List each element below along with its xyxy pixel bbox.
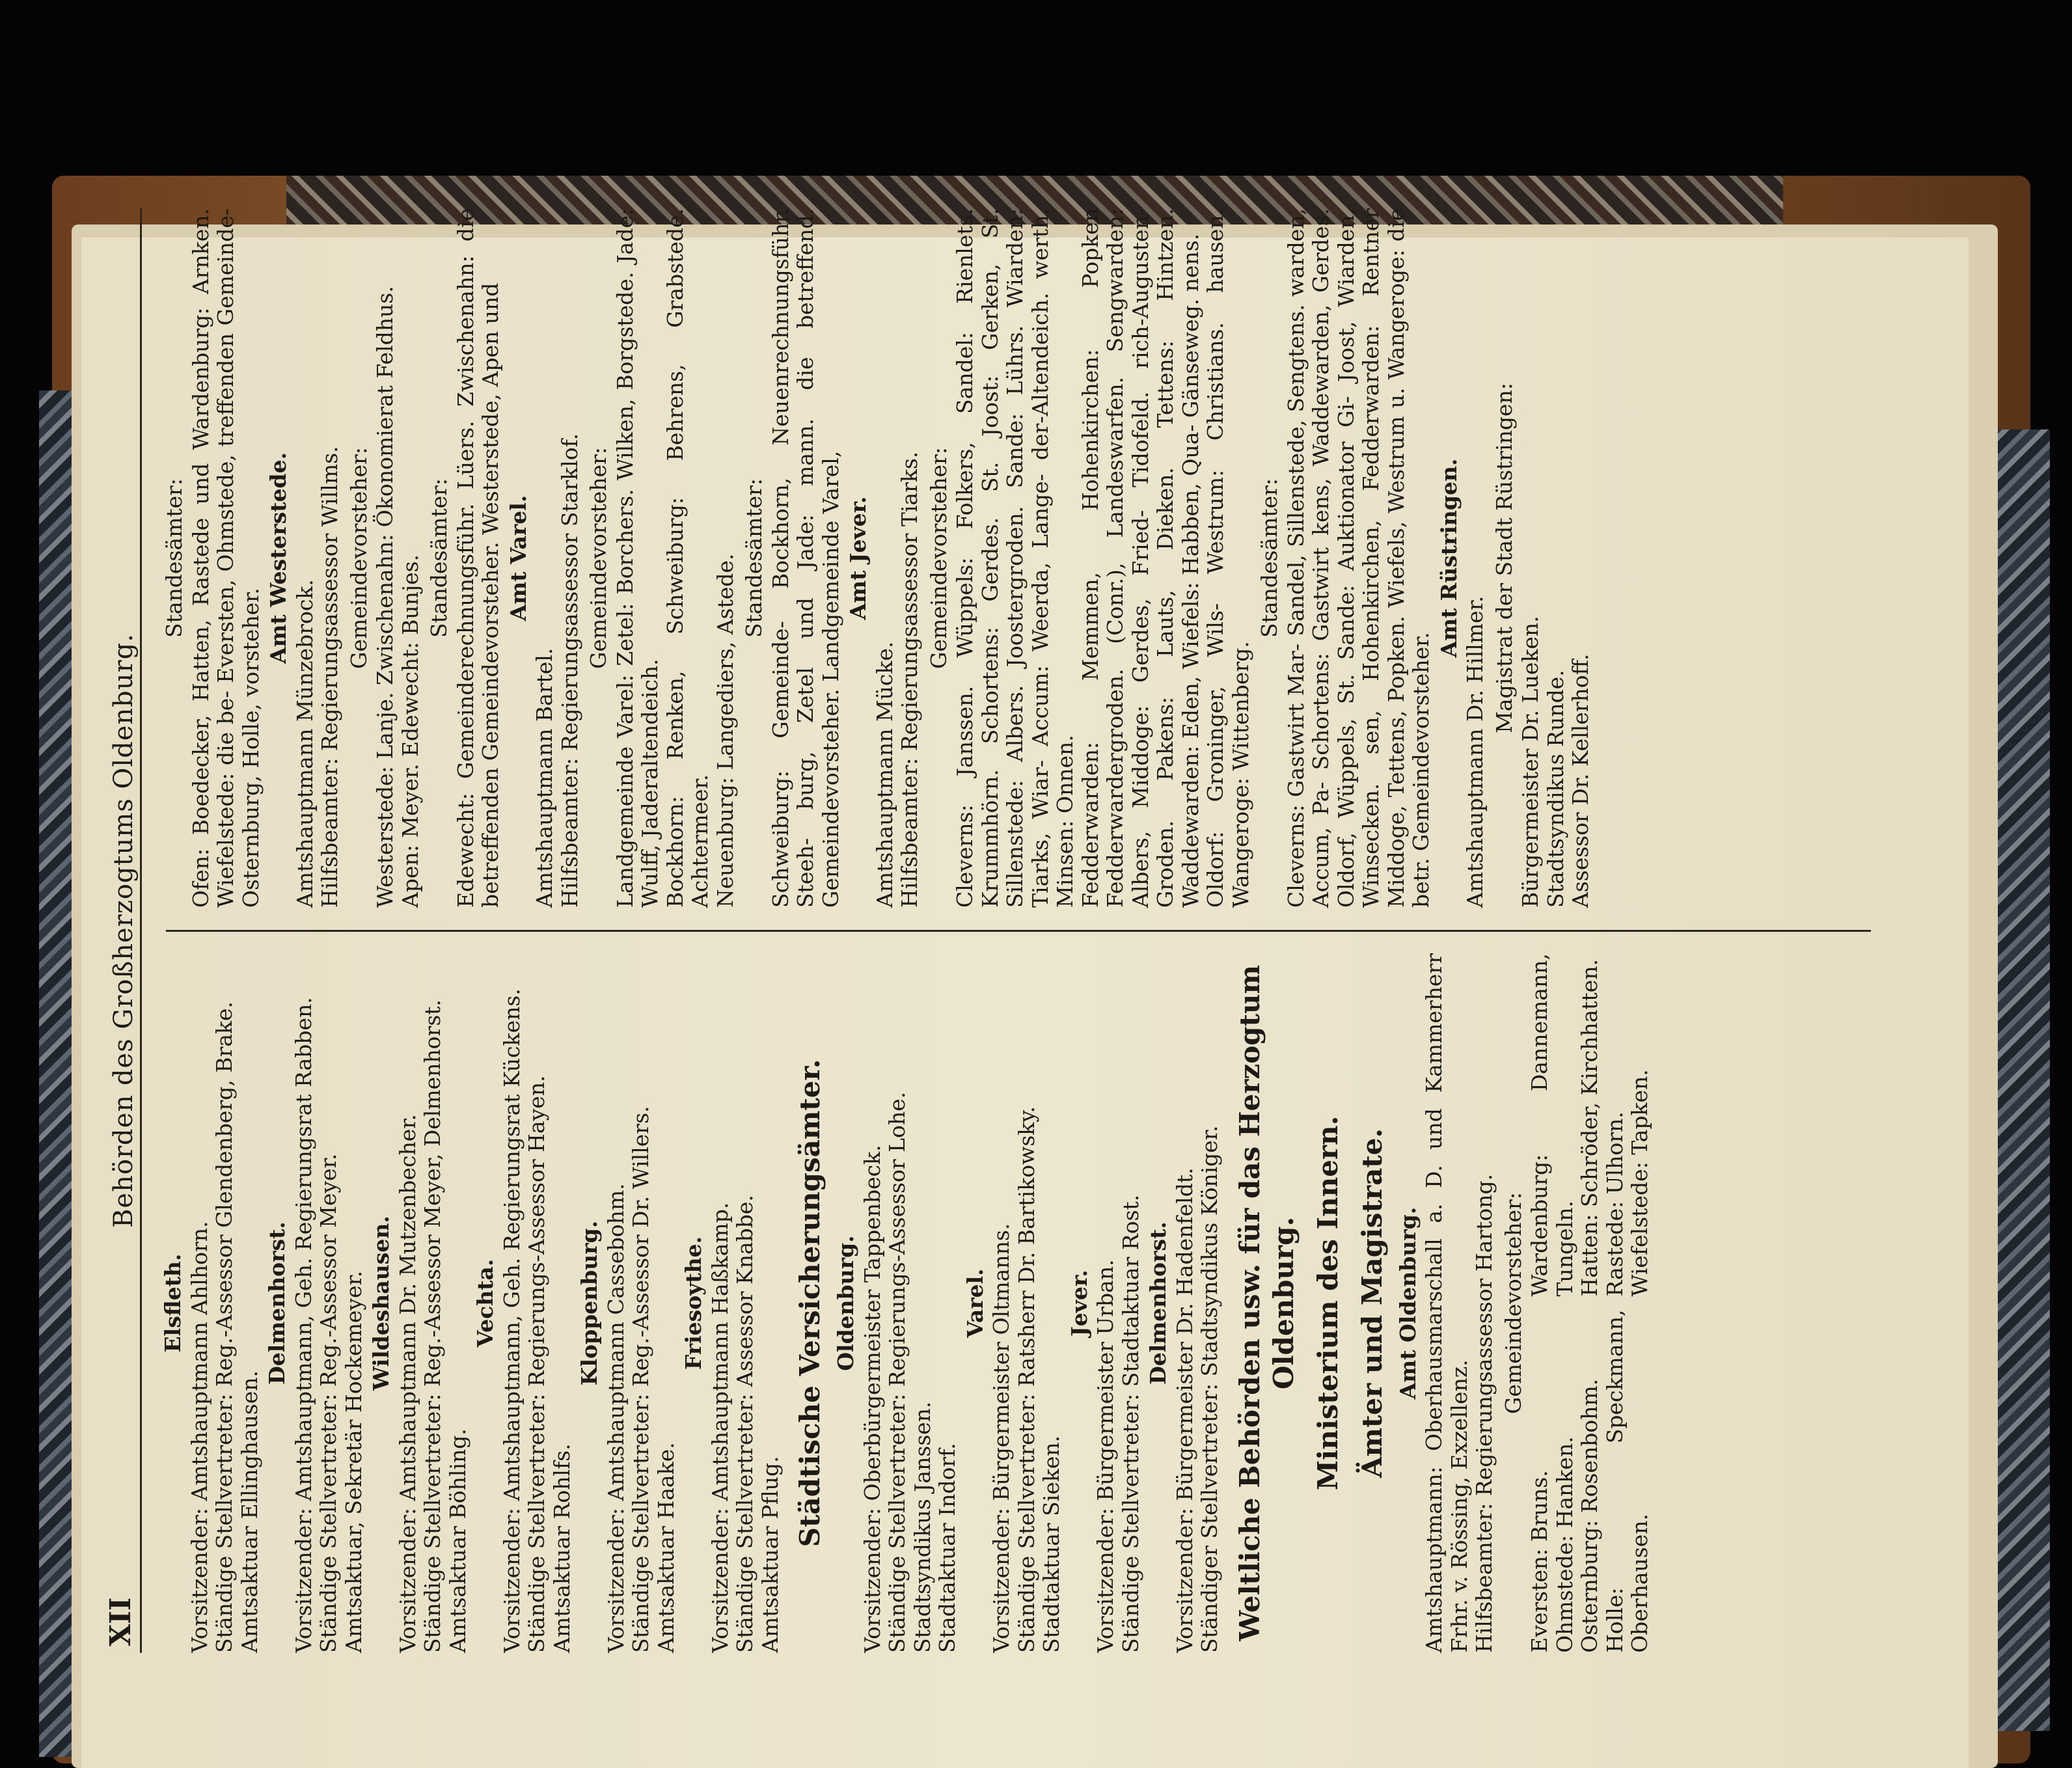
entry: Amtsaktuar Haake. (653, 1442, 679, 1653)
page-number: XII (104, 1597, 137, 1646)
subheading: Magistrat der Stadt Rüstringen: (1491, 383, 1517, 733)
column-divider (166, 930, 1871, 932)
entry: Hilfsbeamter: Regierungsassessor Tiarks. (897, 451, 922, 908)
entry: Vorsitzender: Amtshauptmann, Geh. Regierungsrat Kückens. (498, 988, 525, 1653)
subheading: Standesämter: (426, 478, 452, 638)
entry: Ohmstede: Hanken. (1551, 1436, 1577, 1653)
gemeindevorsteher-list (1527, 953, 1653, 1653)
section-heading: Friesoythe. (681, 1236, 706, 1370)
entry: Amtshauptmann Bartel. (532, 647, 557, 908)
left-column-entries (161, 953, 1526, 1653)
entry: Bürgermeister Dr. Lueken. (1518, 616, 1543, 908)
entry: Osternburg: Rosenbohm. (1577, 1378, 1602, 1653)
entry: Vorsitzender: Oberbürgermeister Tappenbeck. (859, 1145, 885, 1653)
entry: Stadtsyndikus Runde. (1542, 670, 1568, 908)
subheading: Standesämter: (1257, 478, 1282, 638)
entry: Amtsaktuar Rohlfs. (549, 1443, 575, 1653)
running-head: Behörden des Großherzogtums Oldenburg. (109, 633, 139, 1228)
entry: Ständiger Stellvertreter: Stadtsyndikus Königer. (1197, 1125, 1222, 1653)
subheading: Gemeindevorsteher: (346, 447, 372, 669)
entry: Amtsaktuar, Sekretär Hockemeyer. (340, 1270, 366, 1653)
entry: Fedderwarden: Memmen, Hohenkirchen: Popken Fedderwardergroden. (Conr.), Landeswarfen. Sengwarden: Albers, Middoge: Gerdes, Fried- Tidofeld. rich-Augusten-Groden. Pakens: Lauts, Dieken. Tettens: Hintzen. Waddewarden: Eden, Wiefels: Habben, Qua- Gänseweg. nens. (1077, 208, 1203, 908)
entry: Ständige Stellvertreter: Stadtaktuar Rost. (1117, 1194, 1143, 1653)
entry: Rastede: Ulhorn. (1602, 1111, 1628, 1297)
entry: Schweiburg: Gemeinde- Bockhorn, Neuenrechnungsführ. Steeh- burg, Zetel und Jade: mann. die betreffend. Gemeindevorsteher. Landgemeinde Varel, (767, 208, 843, 908)
section-heading: Wildeshausen. (368, 1216, 394, 1391)
section-heading: Varel. (962, 1268, 988, 1338)
entry: Neuenburg: Langediers, Astede. (712, 553, 738, 908)
entry: Ständige Stellvertreter: Regierungs-Assessor Hayen. (524, 1075, 549, 1653)
entry: Ständige Stellvertreter: Ratsherr Dr. Bartikowsky. (1013, 1106, 1039, 1653)
major-heading: Ämter und Magistrate. (1356, 1128, 1388, 1478)
subheading: Gemeindevorsteher: (1500, 1192, 1526, 1414)
section-heading: Jever. (1066, 1270, 1092, 1337)
section-heading: Elsfleth. (160, 1253, 185, 1353)
subheading: Standesämter: (741, 478, 767, 638)
section-heading: Amt Oldenburg. (1395, 1206, 1421, 1400)
entry: Ständige Stellvertreter: Reg.-Assessor Glendenberg, Brake. (211, 1001, 237, 1653)
entry: Vorsitzender: Amtshauptmann, Geh. Regierungsrat Rabben. (290, 997, 316, 1653)
entry: Amtshauptmann Mücke. (871, 641, 897, 908)
major-heading: Städtische Versicherungsämter. (794, 1059, 826, 1547)
entry: Westerstede: Lanje. Zwischenahn: Ökonomierat Feldhus. (372, 286, 398, 908)
rotated-page-content (104, 208, 1916, 1653)
entry: Amtshauptmann: Oberhausmarschall a. D. und Kammerherr Frhr. v. Rössing, Exzellenz. (1421, 953, 1472, 1653)
entry: Holle: Speckmann, Oberhausen. (1602, 1309, 1652, 1653)
entry: Landgemeinde Varel: Zetel: Borchers. Wilken, Borgstede. Jade: Wulff, Jaderaltendeich. (612, 208, 662, 908)
entry: Vorsitzender: Bürgermeister Oltmanns. (988, 1223, 1014, 1653)
gemeindevorsteher-right (1527, 953, 1653, 1297)
entry: Vorsitzender: Amtshauptmann Haßkamp. (707, 1202, 733, 1653)
entry: Ständige Stellvertreter: Regierungs-Assessor Lohe. (884, 1091, 910, 1653)
entry: Stadtaktuar Indorf. (934, 1443, 960, 1653)
marbled-edge-right (1991, 429, 2050, 1731)
entry: Ständige Stellvertreter: Reg.-Assessor Dr. Willers. (628, 1106, 653, 1653)
gemeindevorsteher-left (1527, 1310, 1653, 1653)
section-heading: Amt Jever. (845, 496, 871, 620)
left-column (158, 953, 1653, 1653)
entry: Ofen: Boedecker, Hatten, Rastede und Wardenburg: Arnken. Wiefelstede: die be- Eversten, Ohmstede, treffenden Gemeinde- Osternburg, Holle, vorsteher. (187, 208, 264, 908)
entry: Vorsitzender: Amtshauptmann Cassebohm. (603, 1183, 629, 1653)
entry: Amtsaktuar Ellinghausen. (236, 1370, 262, 1653)
entry: Amtshauptmann Münzebrock. (292, 579, 318, 908)
entry: Edewecht: Gemeinderechnungsführ. Lüers. Zwischenahn: die betreffenden Gemeindevorsteher. Westerstede, Apen und (452, 208, 503, 908)
entry: Vorsitzender: Bürgermeister Urban. (1093, 1259, 1118, 1653)
entry: Vorsitzender: Amtshauptmann Dr. Mutzenbecher. (394, 1114, 420, 1653)
entry: Cleverns: Gastwirt Mar- Sandel, Sillenstede, Sengtens. warden, Accum, Pa- Schortens: Gastwirt kens, Waddewarden, Gerdes. Oldorf, Wüppels, St. Sande: Auktionator Gi- Joost, Wiarden, Winsecken. sen, Hohenkirchen, Fedderwarden: Rentner Middoge, Tettens, Popken. Wiefels, Westrum u. Wangeroge: die betr. Gemeindevorsteher. (1283, 208, 1434, 908)
section-heading: Vechta. (472, 1258, 498, 1348)
major-heading: Ministerium des Innern. (1311, 1115, 1344, 1491)
entry: Stadtaktuar Sieken. (1039, 1435, 1064, 1653)
entry: Ständige Stellvertreter: Reg.-Assessor Meyer. (316, 1153, 341, 1653)
major-heading: Weltliche Behörden usw. für das Herzogtum Oldenburg. (1233, 964, 1300, 1642)
entry: Hilfsbeamter: Regierungsassessor Starklof. (556, 433, 582, 908)
right-column-entries (162, 208, 1594, 908)
section-heading: Amt Rüstringen. (1436, 458, 1462, 658)
section-heading: Kloppenburg. (577, 1220, 602, 1386)
entry: Wiefelstede: Tapken. (1627, 1069, 1652, 1297)
page-header (104, 208, 142, 1653)
subheading: Gemeindevorsteher: (586, 447, 611, 669)
entry: Hilfsbeamter: Regierungsassessor Hartong. (1471, 1173, 1497, 1653)
entry: Amtshauptmann Dr. Hillmer. (1462, 595, 1488, 908)
subheading: Standesämter: (161, 478, 187, 638)
section-heading: Delmenhorst. (1145, 1221, 1171, 1385)
entry: Ständige Stellvertreter: Assessor Knabbe. (732, 1195, 757, 1653)
section-heading: Amt Varel. (505, 495, 531, 621)
subheading: Gemeindevorsteher: (925, 447, 951, 669)
section-heading: Oldenburg. (833, 1235, 858, 1371)
entry: Oldorf: Groninger, Wils- Westrum: Christians. hausen. Wangeroge: Wittenberg. (1203, 208, 1253, 908)
entry: Vorsitzender: Amtshauptmann Ahlhorn. (186, 1221, 212, 1653)
entry: Hilfsbeamter: Regierungsassessor Willms. (317, 446, 342, 908)
entry: Eversten: Bruns. (1527, 1470, 1552, 1653)
entry: Apen: Meyer. Edewecht: Bunjes. (397, 554, 423, 908)
entry: Hatten: Schröder, Kirchhatten. (1577, 959, 1602, 1297)
entry: Amtsaktuar Böhling. (444, 1428, 470, 1653)
section-heading: Amt Westerstede. (266, 452, 291, 664)
entry: Assessor Dr. Kellerhoff. (1568, 653, 1593, 908)
entry: Ständige Stellvertreter: Reg.-Assessor Meyer, Delmenhorst. (420, 999, 445, 1653)
entry: Vorsitzender: Bürgermeister Dr. Hadenfeldt. (1171, 1167, 1197, 1653)
entry: Bockhorn: Renken, Schweiburg: Behrens, Grabstede. Achtermeer. (662, 208, 713, 908)
right-column (158, 208, 1594, 908)
section-heading: Delmenhorst. (264, 1221, 290, 1385)
entry: Wardenburg: Dannemann, Tungeln. (1527, 953, 1577, 1297)
entry: Stadtsyndikus Janssen. (909, 1401, 935, 1653)
entry: Amtsaktuar Pflug. (757, 1456, 783, 1653)
entry: Cleverns: Janssen. Wüppels: Folkers, Sandel: Rienlets. Krummhörn. Schortens: Gerdes. St. Joost: Gerken, St. Sillenstede: Albers. Joostergroden. Sande: Lührs. Wiarden: Tiarks, Wiar- Accum: Weerda, Lange- der-Altendeich. werth. Minsen: Onnen. (952, 208, 1078, 908)
